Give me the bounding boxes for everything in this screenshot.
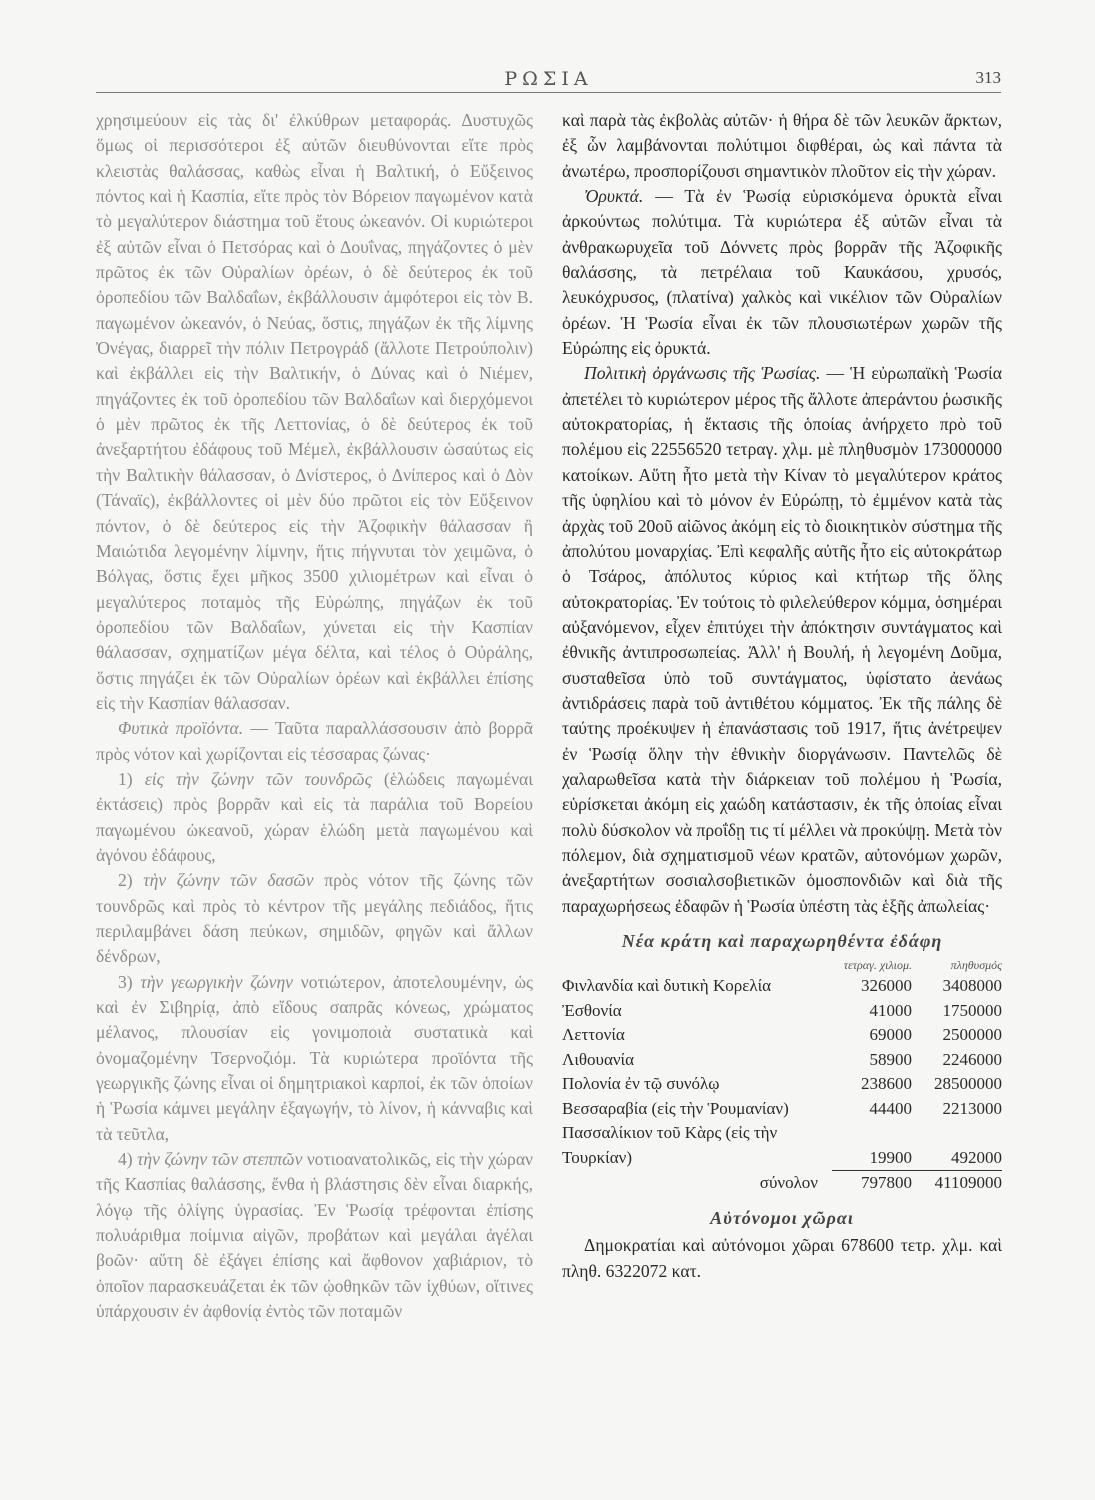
rivers-paragraph: χρησιμεύουν εἰς τὰς δι' ἐλκύθρων μεταφοράς. Δυστυχῶς ὅμως οἱ περισσότεροι ἐξ αὐτῶν διευθύνονται εἴτε πρὸς κλειστὰς θαλάσσας, καθὼς εἶναι ἡ Βαλτική, ὁ Εὔξεινος πόντος καὶ ἡ Κασπία, εἴτε πρὸς τὸν Βόρειον παγωμένον κατὰ τὸ μεγαλύτερον διάστημα τοῦ ἔτους ὠκεανόν. Οἱ κυριώτεροι ἐξ αὐτῶν εἶναι ὁ Πετσόρας καὶ ὁ Δουΐνας, πηγάζοντες ὁ μὲν πρῶτος ἐκ τῶν Οὐραλίων ὀρέων, ὁ δὲ δεύτερος ἐκ τοῦ ὀροπεδίου τῶν Βαλδαΐων, ἐκβάλλουσιν ἀμφότεροι εἰς τὸν Β. παγωμένον ὠκεανόν, ὁ Νεύας, ὅστις, πηγάζων ἐκ τῆς λίμνης Ὀνέγας, διαρρεῖ τὴν πόλιν Πετρογράδ (ἄλλοτε Πετρούπολιν) καὶ ἐκβάλλει εἰς τὴν Βαλτικήν, ὁ Δύνας καὶ ὁ Νιέμεν, πηγάζοντες ἐκ τοῦ ὀροπεδίου τῶν Βαλδαΐων καὶ διερχόμενοι ὁ μὲν πρῶτος ἐκ τῆς Λεττονίας, ὁ δὲ δεύτερος ἐκ τοῦ ἀνεξαρτήτου ἐδάφους τοῦ Μέμελ, ἐκβάλλουσιν ὡσαύτως εἰς τὴν Βαλτικὴν θάλασσαν, ὁ Δνίστερος, ὁ Δνίπερος καὶ ὁ Δὸν (Τάναϊς), ἐκβάλλοντες οἱ μὲν δύο πρῶτοι εἰς τὸν Εὔξεινον πόντον, ὁ δὲ δεύτερος εἰς τὴν Ἀζοφικὴν θάλασσαν ἢ Μαιώτιδα λεγομένην λίμνην, ἥτις πήγνυται τὸν χειμῶνα, ὁ Βόλγας, ὅστις ἔχει μῆκος 3500 χιλιομέτρων καὶ εἶναι ὁ μεγαλύτερος ποταμὸς τῆς Εὐρώπης, πηγάζων ἐκ τοῦ ὀροπεδίου τῶν Βαλδαΐων, χύνεται εἰς τὴν Κασπίαν θάλασσαν, σχηματίζων μέγα δέλτα, καὶ τέλος ὁ Οὐράλης, ὅστις πηγάζει ἐκ τῶν Οὐραλίων ὀρέων καὶ ἐκβάλλει ἐπίσης εἰς τὴν Κασπίαν θάλασσαν. (96, 110, 533, 713)
row-area: 238600 (861, 1074, 912, 1094)
row-population (912, 1121, 1002, 1146)
table-row (562, 1023, 1002, 1048)
row-name: Λεττονία (562, 1025, 625, 1045)
right-column (562, 108, 1002, 1284)
row-area (832, 1121, 912, 1146)
zone-2-text: πρὸς νότον τῆς ζώνης τῶν τουνδρῶς καὶ πρὸς τὸ κέντρον τῆς μεγάλης πεδιάδος, ἥτις περιλαμβάνει δάση πεύκων, σημιδῶν, φηγῶν καὶ ἄλλων δένδρων, (96, 870, 533, 967)
zone-4-name: τὴν ζώνην τῶν στεππῶν (137, 1149, 303, 1170)
territories-table (562, 956, 1002, 1196)
politics-paragraph (562, 361, 1002, 919)
row-name: Βεσσαραβία (εἰς τὴν Ῥουμανίαν) (562, 1098, 789, 1118)
running-title: ΡΩΣΙΑ (504, 68, 593, 90)
table-row (562, 1121, 1002, 1146)
row-population: 2213000 (942, 1098, 1002, 1118)
row-area: 326000 (861, 976, 912, 996)
row-area: 69000 (869, 1025, 912, 1045)
page-number: 313 (975, 68, 1001, 87)
row-name: Πολονία ἐν τῷ συνόλῳ (562, 1074, 720, 1094)
left-column (96, 108, 533, 1325)
table-row (562, 1072, 1002, 1097)
minerals-paragraph (562, 184, 1002, 361)
row-population: 28500000 (934, 1074, 1002, 1094)
zone-3-number: 3) (118, 971, 141, 992)
zone-3-text: νοτιώτερον, ἀποτελουμένην, ὡς καὶ ἐν Σιβηρίᾳ, ἀπὸ εἴδους σαπρᾶς κόνεως, χρώματος μέλανος, πλουσίαν εἰς γονιμοποιὰ συστατικὰ καὶ ὀνομαζομένην Τσερνοζιόμ. Τὰ κυριώτερα προϊόντα τῆς γεωργικῆς ζώνης εἶναι οἱ δημητριακοὶ καρποί, ἐκ τῶν ὁποίων ἡ Ῥωσία κάμνει μεγάλην ἐξαγωγήν, τὸ λίνον, ἡ κάνναβις καὶ τὰ τεῦτλα, (96, 971, 534, 1144)
table-total-row (562, 1171, 1002, 1196)
zone-4-text: νοτιοανατολικῶς, εἰς τὴν χώραν τῆς Κασπίας θαλάσσης, ἔνθα ἡ βλάστησις δὲν εἶναι διαρκής, λόγῳ τῆς ὀλίγης ὑγρασίας. Ἐν Ῥωσίᾳ τρέφονται ἐπίσης πολυάριθμα ποίμνια αἰγῶν, προβάτων καὶ μεγάλαι ἀγέλαι βοῶν· αὕτη δὲ ἐξάγει ἐπίσης καὶ ἄφθονον χαβιάριον, τὸ ὁποῖον παρασκευάζεται ἐκ τῶν ᾠοθηκῶν τῶν ἰχθύων, οἵτινες ὑπάρχουσιν ἐν ἀφθονίᾳ ἐντὸς τῶν ποταμῶν (96, 1149, 533, 1322)
autonomous-title: Αὐτόνομοι χῶραι (710, 1207, 854, 1228)
zone-3 (96, 970, 533, 1147)
minerals-heading: Ὀρυκτά. (584, 186, 644, 207)
page-header (96, 62, 1001, 93)
row-name: Ἐσθονία (562, 1000, 622, 1020)
zone-2-name: τὴν ζώνην τῶν δασῶν (143, 870, 314, 891)
row-name: Λιθουανία (562, 1049, 635, 1069)
table-row (562, 999, 1002, 1024)
table-row (562, 1048, 1002, 1073)
zone-1-text: (ἑλώδεις παγωμέναι ἐκτάσεις) πρὸς βορρᾶν καὶ εἰς τὰ παράλια τοῦ Βορείου παγωμένου ὠκεανοῦ, χώραν ἑλώδη μετὰ παγωμένου καὶ ἀγόνου ἐδάφους, (96, 768, 533, 865)
flora-heading: Φυτικὰ προϊόντα. (118, 718, 244, 739)
zone-4 (96, 1147, 533, 1324)
row-population: 1750000 (942, 1000, 1002, 1020)
flora-paragraph (96, 716, 533, 767)
zone-1 (96, 767, 533, 868)
hunting-paragraph: καὶ παρὰ τὰς ἐκβολὰς αὐτῶν· ἡ θήρα δὲ τῶν λευκῶν ἄρκτων, ἐξ ὧν λαμβάνονται πολύτιμοι διφθέραι, ὡς καὶ πάντα τὰ ἀνωτέρω, προσπορίζουσι σημαντικὸν πλοῦτον εἰς τὴν χώραν. (562, 110, 1002, 181)
row-population: 3408000 (942, 976, 1002, 996)
new-states-title: Νέα κράτη καὶ παραχωρηθέντα ἐδάφη (621, 931, 943, 951)
row-area: 44400 (869, 1098, 912, 1118)
zone-3-name: τὴν γεωργικὴν ζώνην (140, 971, 293, 992)
autonomous-paragraph: Δημοκρατίαι καὶ αὐτόνομοι χῶραι 678600 τετρ. χλμ. καὶ πληθ. 6322072 κατ. (562, 1235, 1002, 1281)
row-population: 492000 (912, 1146, 1002, 1171)
row-name: Φινλανδία καὶ δυτικὴ Κορελία (562, 976, 772, 996)
politics-text: — Ἡ εὐρωπαϊκὴ Ῥωσία ἀπετέλει τὸ κυριώτερον μέρος τῆς ἄλλοτε ἀπεράντου ῥωσικῆς αὐτοκρατορίας, ἡ ἔκτασις τῆς ὁποίας ἀνήρχετο πρὸ τοῦ πολέμου εἰς 22556520 τετραγ. χλμ. μὲ πληθυσμὸν 173000000 κατοίκων. Αὕτη ἦτο μετὰ τὴν Κίναν τὸ μεγαλύτερον κράτος τῆς ὑφηλίου καὶ τὸ μόνον ἐν Εὐρώπῃ, τὸ ἐμμένον κατὰ τὰς ἀρχὰς τοῦ 20οῦ αἰῶνος ἀκόμη εἰς τὸ διοικητικὸν σύστημα τῆς ἀπολύτου μοναρχίας. Ἐπὶ κεφαλῆς αὐτῆς ἦτο εἰς αὐτοκράτωρ ὁ Τσάρος, ἀπόλυτος κύριος καὶ κτήτωρ τῆς ὅλης αὐτοκρατορίας. Ἐν τούτοις τὸ φιλελεύθερον κόμμα, ὁσημέραι αὐξανόμενον, εἶχεν ἐπιτύχει τὴν ἀπόκτησιν συντάγματος καὶ ἐθνικῆς ἀντιπροσωπείας. Ἀλλ' ἡ Βουλή, ἡ λεγομένη Δοῦμα, συσταθεῖσα ὑπὸ τοῦ συντάγματος, ὑφίστατο ἀενάως ἀντιδράσεις παρὰ τοῦ ἀντιθέτου κόμματος. Ἐκ τῆς πάλης δὲ ταύτης προέκυψεν ἡ ἐπανάστασις τοῦ 1917, ἥτις ἀνέτρεψεν ἐν Ῥωσίᾳ ὅλην τὴν ἐθνικὴν διοργάνωσιν. Παντελῶς δὲ χαλαρωθεῖσα κατὰ τὴν διάρκειαν τοῦ πολέμου ἡ Ῥωσία, εὑρίσκεται ἀκόμη εἰς χαώδη κατάστασιν, ἐκ τῆς ὁποίας εἶναι πολὺ δύσκολον νὰ προΐδῃ τις τί μέλλει νὰ προκύψῃ. Μετὰ τὸν πόλεμον, διὰ σχηματισμοῦ νέων κρατῶν, αὐτονόμων χωρῶν, ἀνεξαρτήτων σοσιαλσοβιετικῶν ὁμοσπονδιῶν καὶ διὰ τῆς παραχωρήσεως ἐδαφῶν ἡ Ῥωσία ὑπέστη τὰς ἑξῆς ἀπωλείας· (562, 363, 1002, 916)
zone-2-number: 2) (118, 870, 144, 891)
zone-2 (96, 868, 533, 969)
zone-1-number: 1) (118, 768, 145, 789)
row-population: 2246000 (942, 1049, 1002, 1069)
table-header-row (562, 956, 1002, 974)
row-area: 58900 (869, 1049, 912, 1069)
flora-text: — Ταῦτα παραλλάσσουσιν ἀπὸ βορρᾶ πρὸς νότον καὶ χωρίζονται εἰς τέσσαρας ζώνας· (96, 718, 533, 764)
table-row (562, 1146, 1002, 1171)
row-population: 2500000 (942, 1025, 1002, 1045)
header-area: τετραγ. χιλιομ. (843, 958, 912, 973)
total-population: 41109000 (934, 1173, 1002, 1193)
zone-4-number: 4) (118, 1149, 138, 1170)
header-population: πληθυσμός (950, 958, 1002, 973)
row-area: 19900 (832, 1146, 912, 1171)
table-row (562, 1097, 1002, 1122)
row-name: Πασσαλίκιον τοῦ Κὰρς (εἰς τὴν (562, 1123, 778, 1143)
row-name: Τουρκίαν) (562, 1148, 633, 1168)
total-area: 797800 (861, 1173, 912, 1193)
table-row (562, 974, 1002, 999)
minerals-text: — Τὰ ἐν Ῥωσίᾳ εὑρισκόμενα ὀρυκτὰ εἶναι ἀρκούντως πολύτιμα. Τὰ κυριώτερα ἐξ αὐτῶν εἶναι τὰ ἀνθρακωρυχεῖα τοῦ Δόννετς πρὸς βορρᾶν τῆς Ἀζοφικῆς θαλάσσης, τὰ πετρέλαια τοῦ Καυκάσου, χρυσός, λευκόχρυσος, (πλατίνα) χαλκὸς καὶ νικέλιον τῶν Οὐραλίων ὀρέων. Ἡ Ῥωσία εἶναι ἐκ τῶν πλουσιωτέρων χωρῶν τῆς Εὐρώπης εἰς ὀρυκτά. (562, 186, 1002, 359)
row-area: 41000 (869, 1000, 912, 1020)
header-blank (562, 956, 832, 974)
politics-heading: Πολιτικὴ ὀργάνωσις τῆς Ῥωσίας. (584, 363, 821, 384)
total-label: σύνολον (759, 1173, 818, 1193)
zone-1-name: εἰς τὴν ζώνην τῶν τουνδρῶς (144, 768, 372, 789)
